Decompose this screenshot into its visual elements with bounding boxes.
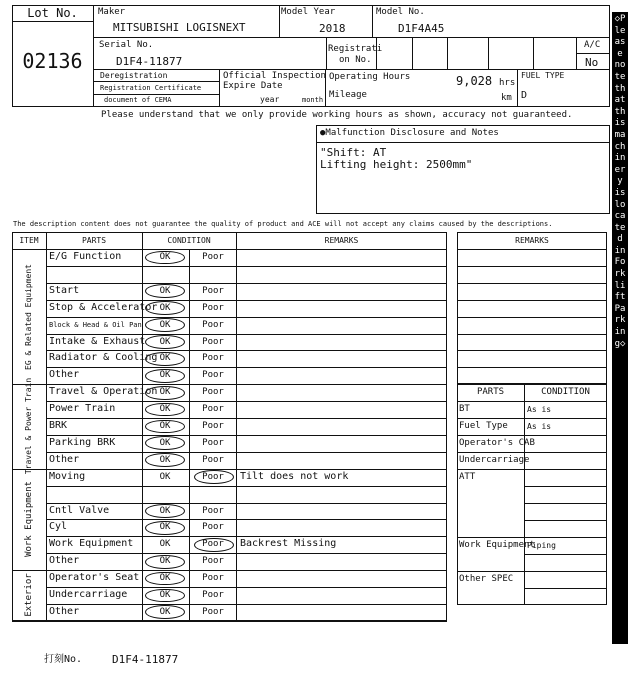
month-label: month bbox=[302, 96, 324, 104]
right-parts-header: PARTS bbox=[476, 387, 505, 397]
footer-label: 打刻No. bbox=[44, 654, 83, 665]
serial-label: Serial No. bbox=[99, 40, 154, 50]
mileage-label: Mileage bbox=[329, 90, 367, 100]
poor-option[interactable]: Poor bbox=[202, 302, 224, 313]
part-label: Other bbox=[49, 555, 80, 567]
ok-selected-circle bbox=[145, 386, 185, 400]
part-label: Travel & Operation bbox=[49, 386, 158, 398]
part-label: Operator's Seat bbox=[49, 572, 140, 584]
part-label: Work Equipment bbox=[49, 538, 134, 550]
part-label: Power Train bbox=[49, 403, 116, 415]
ok-option[interactable]: OK bbox=[159, 404, 171, 415]
poor-option[interactable]: Poor bbox=[202, 421, 224, 431]
poor-option[interactable]: Poor bbox=[202, 573, 224, 584]
table-header-remarks: REMARKS bbox=[324, 236, 359, 245]
part-label: BRK bbox=[49, 420, 68, 431]
km-unit: km bbox=[501, 93, 512, 103]
poor-option[interactable]: Poor bbox=[202, 252, 224, 262]
malfunction-line-2: Lifting height: 2500mm" bbox=[320, 158, 473, 171]
ok-option[interactable]: OK bbox=[159, 252, 171, 262]
ok-selected-circle bbox=[145, 301, 185, 315]
model-no-label: Model No. bbox=[376, 7, 425, 17]
section-label: Exterior bbox=[24, 573, 34, 618]
right-condition-value: Piping bbox=[527, 541, 556, 550]
part-label: E/G Function bbox=[49, 251, 122, 262]
right-part-label: Undercarriage bbox=[459, 455, 530, 465]
poor-option[interactable]: Poor bbox=[202, 285, 224, 296]
inspection-label-2: Expire Date bbox=[223, 81, 283, 91]
ac-label: A/C bbox=[584, 40, 601, 50]
poor-option[interactable]: Poor bbox=[202, 556, 224, 567]
deregistration-label: Deregistration bbox=[100, 71, 168, 80]
ok-option[interactable]: OK bbox=[159, 370, 171, 381]
part-label: Other bbox=[49, 605, 80, 617]
ok-option[interactable]: OK bbox=[159, 336, 171, 347]
ok-option[interactable]: OK bbox=[159, 387, 171, 398]
serial-value: D1F4-11877 bbox=[116, 55, 183, 68]
ok-selected-circle bbox=[145, 521, 185, 535]
ok-option[interactable]: OK bbox=[159, 302, 171, 313]
ok-option[interactable]: OK bbox=[159, 454, 171, 465]
ok-selected-circle bbox=[145, 352, 185, 366]
hrs-unit: hrs bbox=[499, 78, 516, 88]
ok-option[interactable]: OK bbox=[159, 319, 171, 330]
ok-option[interactable]: OK bbox=[159, 556, 171, 567]
maker-value: MITSUBISHI LOGISNEXT bbox=[113, 21, 246, 34]
ok-selected-circle bbox=[145, 555, 185, 569]
ok-option[interactable]: OK bbox=[159, 522, 171, 533]
section-label: EG & Related Equipment bbox=[24, 263, 33, 370]
reg-certificate-label: Registration Certificate bbox=[100, 84, 202, 92]
poor-option[interactable]: Poor bbox=[202, 387, 224, 398]
model-no-value: D1F4A45 bbox=[398, 22, 445, 35]
right-part-label: Operator's CAB bbox=[459, 438, 535, 448]
registration-label-2: on No. bbox=[339, 55, 372, 65]
poor-selected-circle bbox=[194, 470, 234, 484]
poor-option[interactable]: Poor bbox=[202, 454, 224, 465]
malfunction-line-1: "Shift: AT bbox=[320, 146, 387, 159]
ok-option[interactable]: OK bbox=[159, 353, 171, 364]
right-condition-header: CONDITION bbox=[541, 387, 590, 397]
remark-text: Backrest Missing bbox=[240, 538, 337, 550]
part-label: Other bbox=[49, 369, 80, 381]
right-part-label: ATT bbox=[459, 472, 476, 482]
part-label: Start bbox=[49, 284, 80, 296]
operating-hours-value: 9,028 bbox=[456, 74, 493, 88]
ok-option[interactable]: OK bbox=[159, 437, 171, 448]
section-label: Work Equipment bbox=[24, 481, 34, 558]
table-header-item: ITEM bbox=[19, 236, 39, 245]
ok-option[interactable]: OK bbox=[159, 421, 171, 431]
table-header-condition: CONDITION bbox=[167, 236, 211, 245]
ok-selected-circle bbox=[145, 504, 185, 518]
malfunction-title: ●Malfunction Disclosure and Notes bbox=[320, 128, 499, 138]
poor-option[interactable]: Poor bbox=[202, 522, 224, 533]
right-part-label: Work Equipment bbox=[459, 540, 535, 550]
poor-option[interactable]: Poor bbox=[202, 336, 224, 347]
poor-option[interactable]: Poor bbox=[202, 606, 224, 617]
right-part-label: Fuel Type bbox=[459, 421, 508, 431]
part-label: Moving bbox=[49, 470, 86, 482]
right-part-label: Other SPEC bbox=[459, 574, 514, 584]
lot-number: 02136 bbox=[22, 49, 83, 73]
ok-option[interactable]: OK bbox=[159, 285, 171, 296]
right-condition-value: As is bbox=[527, 422, 552, 431]
ok-option[interactable]: OK bbox=[159, 539, 171, 550]
poor-option[interactable]: Poor bbox=[202, 539, 224, 550]
ok-selected-circle bbox=[145, 335, 185, 349]
part-label: Stop & Accelerator bbox=[49, 301, 158, 313]
part-label: Radiator & Cooling bbox=[49, 352, 158, 364]
ok-option[interactable]: OK bbox=[159, 590, 171, 600]
poor-option[interactable]: Poor bbox=[202, 437, 224, 448]
part-label: Block & Head & Oil Pan bbox=[49, 320, 142, 329]
fuel-type-label: FUEL TYPE bbox=[521, 71, 565, 80]
inspection-label: Official Inspection bbox=[223, 71, 326, 81]
year-label: year bbox=[260, 95, 280, 104]
right-remarks-header: REMARKS bbox=[515, 236, 549, 245]
ok-selected-circle bbox=[145, 318, 185, 332]
right-remarks-box bbox=[457, 232, 607, 384]
part-label: Intake & Exhaust bbox=[49, 335, 146, 347]
ok-selected-circle bbox=[145, 369, 185, 383]
ac-value: No bbox=[585, 56, 599, 69]
section-label: Travel & Power Train bbox=[24, 378, 33, 475]
poor-option[interactable]: Poor bbox=[202, 370, 224, 381]
fuel-type-value: D bbox=[521, 90, 528, 101]
table-header-parts: PARTS bbox=[81, 236, 107, 245]
sidebar-text: ◇Please note that this machinery is located in Forklift Parking◇ bbox=[614, 14, 626, 349]
model-year-value: 2018 bbox=[319, 22, 346, 35]
registration-label: Registrati bbox=[328, 44, 383, 54]
operating-hours-label: Operating Hours bbox=[329, 72, 411, 82]
ok-option[interactable]: OK bbox=[159, 505, 171, 516]
lot-label: Lot No. bbox=[27, 6, 78, 20]
poor-option[interactable]: Poor bbox=[202, 590, 224, 600]
right-part-label: BT bbox=[459, 404, 470, 414]
part-label: Cntl Valve bbox=[49, 504, 110, 516]
footer-value: D1F4-11877 bbox=[112, 653, 179, 666]
right-condition-value: As is bbox=[527, 405, 552, 414]
part-label: Cyl bbox=[49, 521, 68, 533]
poor-option[interactable]: Poor bbox=[202, 471, 224, 482]
remark-text: Tilt does not work bbox=[240, 470, 349, 482]
part-label: Undercarriage bbox=[49, 589, 128, 600]
part-label: Parking BRK bbox=[49, 436, 116, 448]
poor-selected-circle bbox=[194, 538, 234, 552]
poor-option[interactable]: Poor bbox=[202, 319, 224, 330]
model-year-label: Model Year bbox=[281, 7, 336, 17]
ok-option[interactable]: OK bbox=[159, 471, 171, 482]
ok-option[interactable]: OK bbox=[159, 573, 171, 584]
poor-option[interactable]: Poor bbox=[202, 353, 224, 364]
maker-label: Maker bbox=[98, 7, 126, 17]
poor-option[interactable]: Poor bbox=[202, 404, 224, 415]
ok-option[interactable]: OK bbox=[159, 606, 171, 617]
location-notice-sidebar bbox=[612, 12, 628, 644]
disclaimer: The description content does not guarantee the quality of product and ACE will not accept any claims caused by the descriptions. bbox=[13, 220, 553, 228]
cema-label: document of CEMA bbox=[104, 96, 172, 104]
hours-notice: Please understand that we only provide working hours as shown, accuracy not guaranteed. bbox=[101, 110, 573, 120]
part-label: Other bbox=[49, 453, 80, 465]
poor-option[interactable]: Poor bbox=[202, 505, 224, 516]
